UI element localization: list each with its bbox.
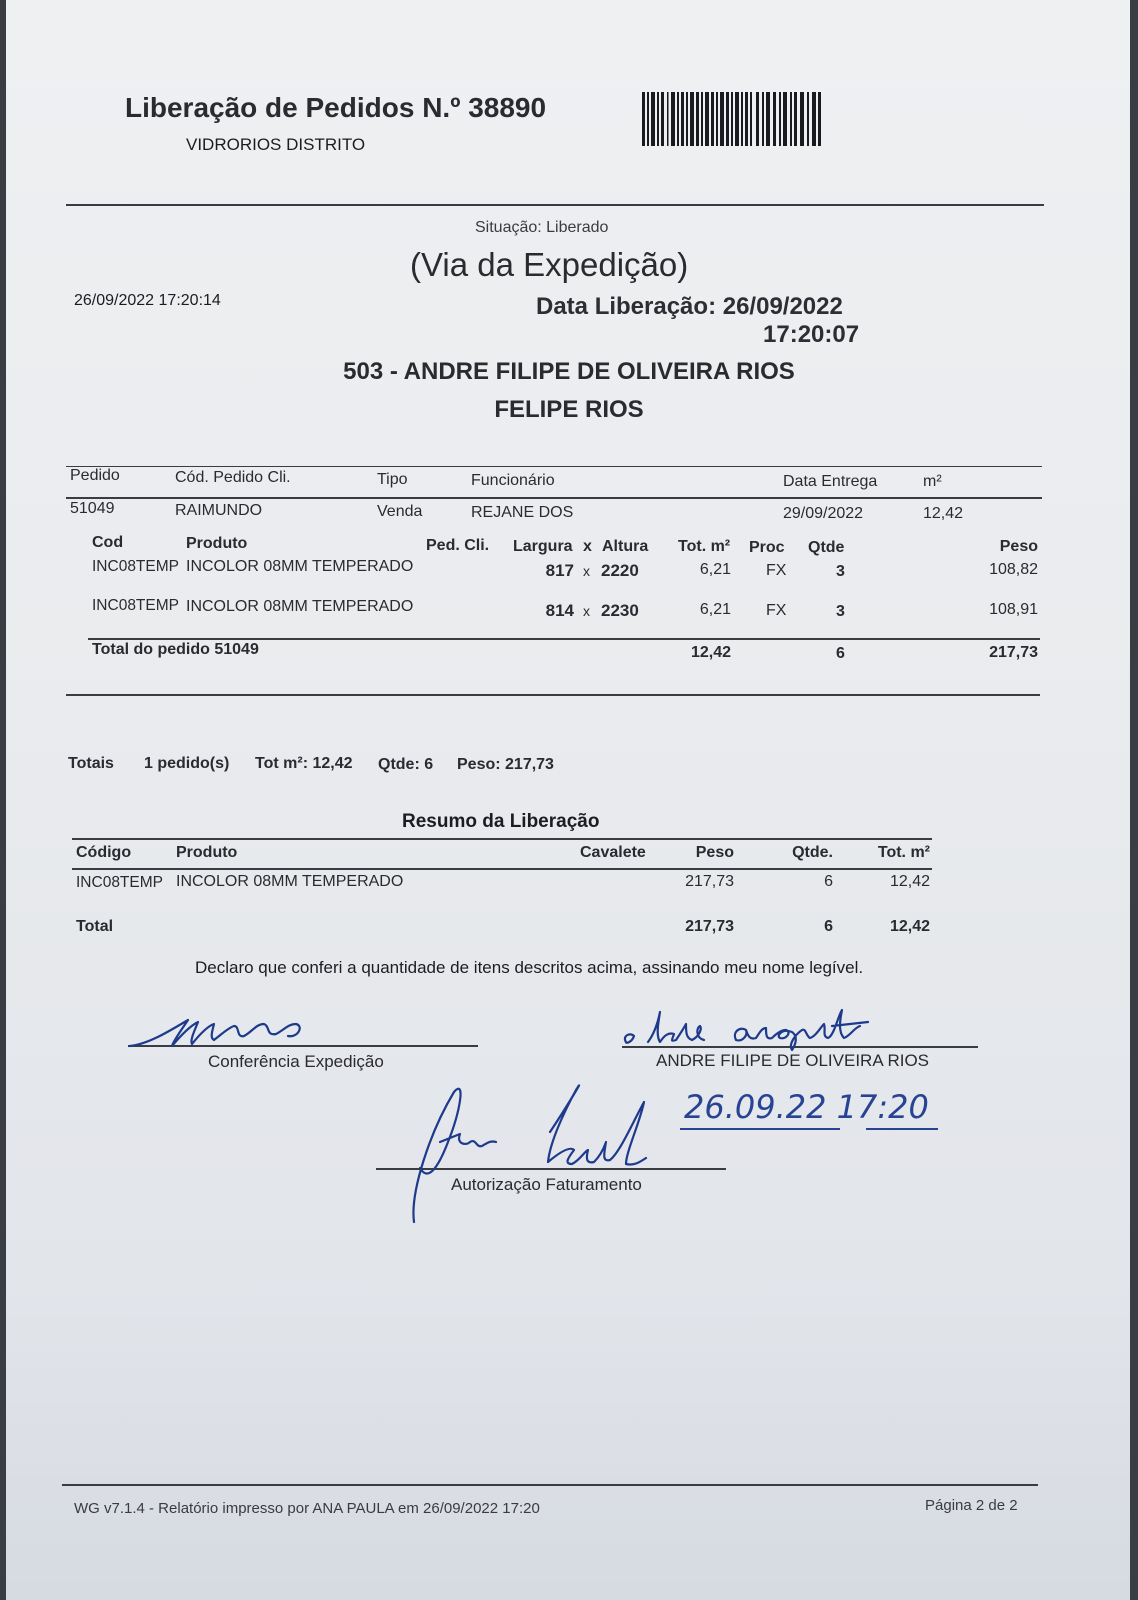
client-nickname: FELIPE RIOS xyxy=(494,396,644,423)
release-time: 17:20:07 xyxy=(763,321,860,348)
totals-peso: Peso: 217,73 xyxy=(457,756,554,773)
item-peso: 108,91 xyxy=(989,601,1038,618)
col-qtde: Qtde xyxy=(808,539,845,556)
col-funcionario: Funcionário xyxy=(471,472,555,489)
summary-total-peso: 217,73 xyxy=(685,918,734,935)
summary-col-cavalete: Cavalete xyxy=(580,844,646,861)
page-number: Página 2 de 2 xyxy=(925,1497,1018,1514)
order-total-label: Total do pedido 51049 xyxy=(92,641,259,658)
item-cod: INC08TEMP xyxy=(92,597,179,614)
totals-pedidos: 1 pedido(s) xyxy=(144,755,230,772)
declaration-text: Declaro que conferi a quantidade de itens descritos acima, assinando meu nome legível. xyxy=(195,958,864,977)
conferencia-label: Conferência Expedição xyxy=(208,1052,384,1071)
summary-total-m2: 12,42 xyxy=(889,918,930,935)
item-largura: 814 xyxy=(545,601,574,620)
col-x: x xyxy=(583,538,592,555)
print-datetime: 26/09/2022 17:20:14 xyxy=(74,292,221,309)
summary-col-qtde: Qtde. xyxy=(792,844,833,861)
summary-tot-m2: 12,42 xyxy=(889,873,930,890)
client-name: 503 - ANDRE FILIPE DE OLIVEIRA RIOS xyxy=(343,358,795,385)
order-m2: 12,42 xyxy=(923,505,964,522)
barcode xyxy=(642,92,822,146)
item-proc: FX xyxy=(766,602,787,619)
summary-top-rule xyxy=(72,838,932,840)
order-data-entrega: 29/09/2022 xyxy=(783,505,864,522)
handwritten-date-time: 26.09.22 17:20 xyxy=(684,1088,929,1126)
summary-title: Resumo da Liberação xyxy=(402,811,600,832)
order-total-peso: 217,73 xyxy=(989,644,1038,661)
page-title: Liberação de Pedidos N.º 38890 xyxy=(125,92,547,123)
release-date: Data Liberação: 26/09/2022 xyxy=(536,293,843,320)
company-name: VIDRORIOS DISTRITO xyxy=(186,135,366,154)
footer-rule xyxy=(62,1484,1038,1486)
order-tipo: Venda xyxy=(377,503,423,520)
header-divider xyxy=(66,204,1044,206)
summary-col-peso: Peso xyxy=(695,844,734,861)
autorizacao-signature xyxy=(400,1072,660,1232)
document-page xyxy=(6,0,1130,1600)
item-altura: 2220 xyxy=(601,561,639,580)
item-x: x xyxy=(583,563,590,579)
order-table-top-rule xyxy=(66,466,1042,467)
col-cod: Cod xyxy=(92,534,124,551)
col-ped-cli: Ped. Cli. xyxy=(426,537,490,554)
item-largura: 817 xyxy=(545,561,574,580)
items-bottom-rule xyxy=(66,694,1040,696)
summary-col-codigo: Código xyxy=(76,844,132,861)
conferencia-signature xyxy=(128,1010,318,1060)
order-pedido: 51049 xyxy=(70,500,115,517)
col-pedido: Pedido xyxy=(70,467,120,484)
col-tot-m2: Tot. m² xyxy=(678,538,731,555)
col-data-entrega: Data Entrega xyxy=(783,473,878,490)
order-header-rule xyxy=(66,497,1042,499)
item-peso: 108,82 xyxy=(989,561,1038,578)
summary-produto: INCOLOR 08MM TEMPERADO xyxy=(176,873,404,890)
status-text: Situação: Liberado xyxy=(475,219,609,236)
summary-qtde: 6 xyxy=(824,873,833,890)
summary-header-rule xyxy=(72,868,932,870)
item-altura: 2230 xyxy=(601,601,639,620)
item-cod: INC08TEMP xyxy=(92,558,179,575)
summary-total-label: Total xyxy=(76,918,114,935)
item-qtde: 3 xyxy=(836,563,845,580)
col-cod-pedido-cli: Cód. Pedido Cli. xyxy=(175,469,291,486)
item-produto: INCOLOR 08MM TEMPERADO xyxy=(186,598,414,615)
summary-col-tot-m2: Tot. m² xyxy=(877,844,930,861)
col-largura: Largura xyxy=(513,538,573,555)
col-m2: m² xyxy=(923,473,942,490)
autorizacao-label: Autorização Faturamento xyxy=(451,1175,642,1194)
cliente-signature xyxy=(620,1006,900,1052)
handwritten-time-underline xyxy=(866,1128,938,1130)
totals-qtde: Qtde: 6 xyxy=(378,756,434,773)
item-qtde: 3 xyxy=(836,603,845,620)
item-produto: INCOLOR 08MM TEMPERADO xyxy=(186,558,414,575)
summary-peso: 217,73 xyxy=(685,873,734,890)
handwritten-date-underline xyxy=(680,1128,840,1130)
col-produto: Produto xyxy=(186,535,248,552)
order-funcionario: REJANE DOS xyxy=(471,504,574,521)
totals-m2: Tot m²: 12,42 xyxy=(255,755,353,772)
col-proc: Proc xyxy=(749,539,785,556)
item-tot-m2: 6,21 xyxy=(699,601,731,618)
footer-printed-by: WG v7.1.4 - Relatório impresso por ANA PAULA em 26/09/2022 17:20 xyxy=(74,1500,540,1517)
summary-total-qtde: 6 xyxy=(824,918,833,935)
col-altura: Altura xyxy=(602,538,649,555)
summary-col-produto: Produto xyxy=(176,844,238,861)
item-proc: FX xyxy=(766,562,787,579)
copy-type-heading: (Via da Expedição) xyxy=(410,246,689,283)
order-total-qtde: 6 xyxy=(836,645,845,662)
col-peso: Peso xyxy=(999,538,1038,555)
items-total-rule xyxy=(88,638,1040,640)
order-total-m2: 12,42 xyxy=(690,644,731,661)
order-cod-pedido-cli: RAIMUNDO xyxy=(175,502,263,519)
item-tot-m2: 6,21 xyxy=(699,561,731,578)
summary-codigo: INC08TEMP xyxy=(76,874,163,891)
totals-label: Totais xyxy=(68,755,114,772)
col-tipo: Tipo xyxy=(377,471,408,488)
cliente-signature-label: ANDRE FILIPE DE OLIVEIRA RIOS xyxy=(656,1051,930,1070)
item-x: x xyxy=(583,603,590,619)
